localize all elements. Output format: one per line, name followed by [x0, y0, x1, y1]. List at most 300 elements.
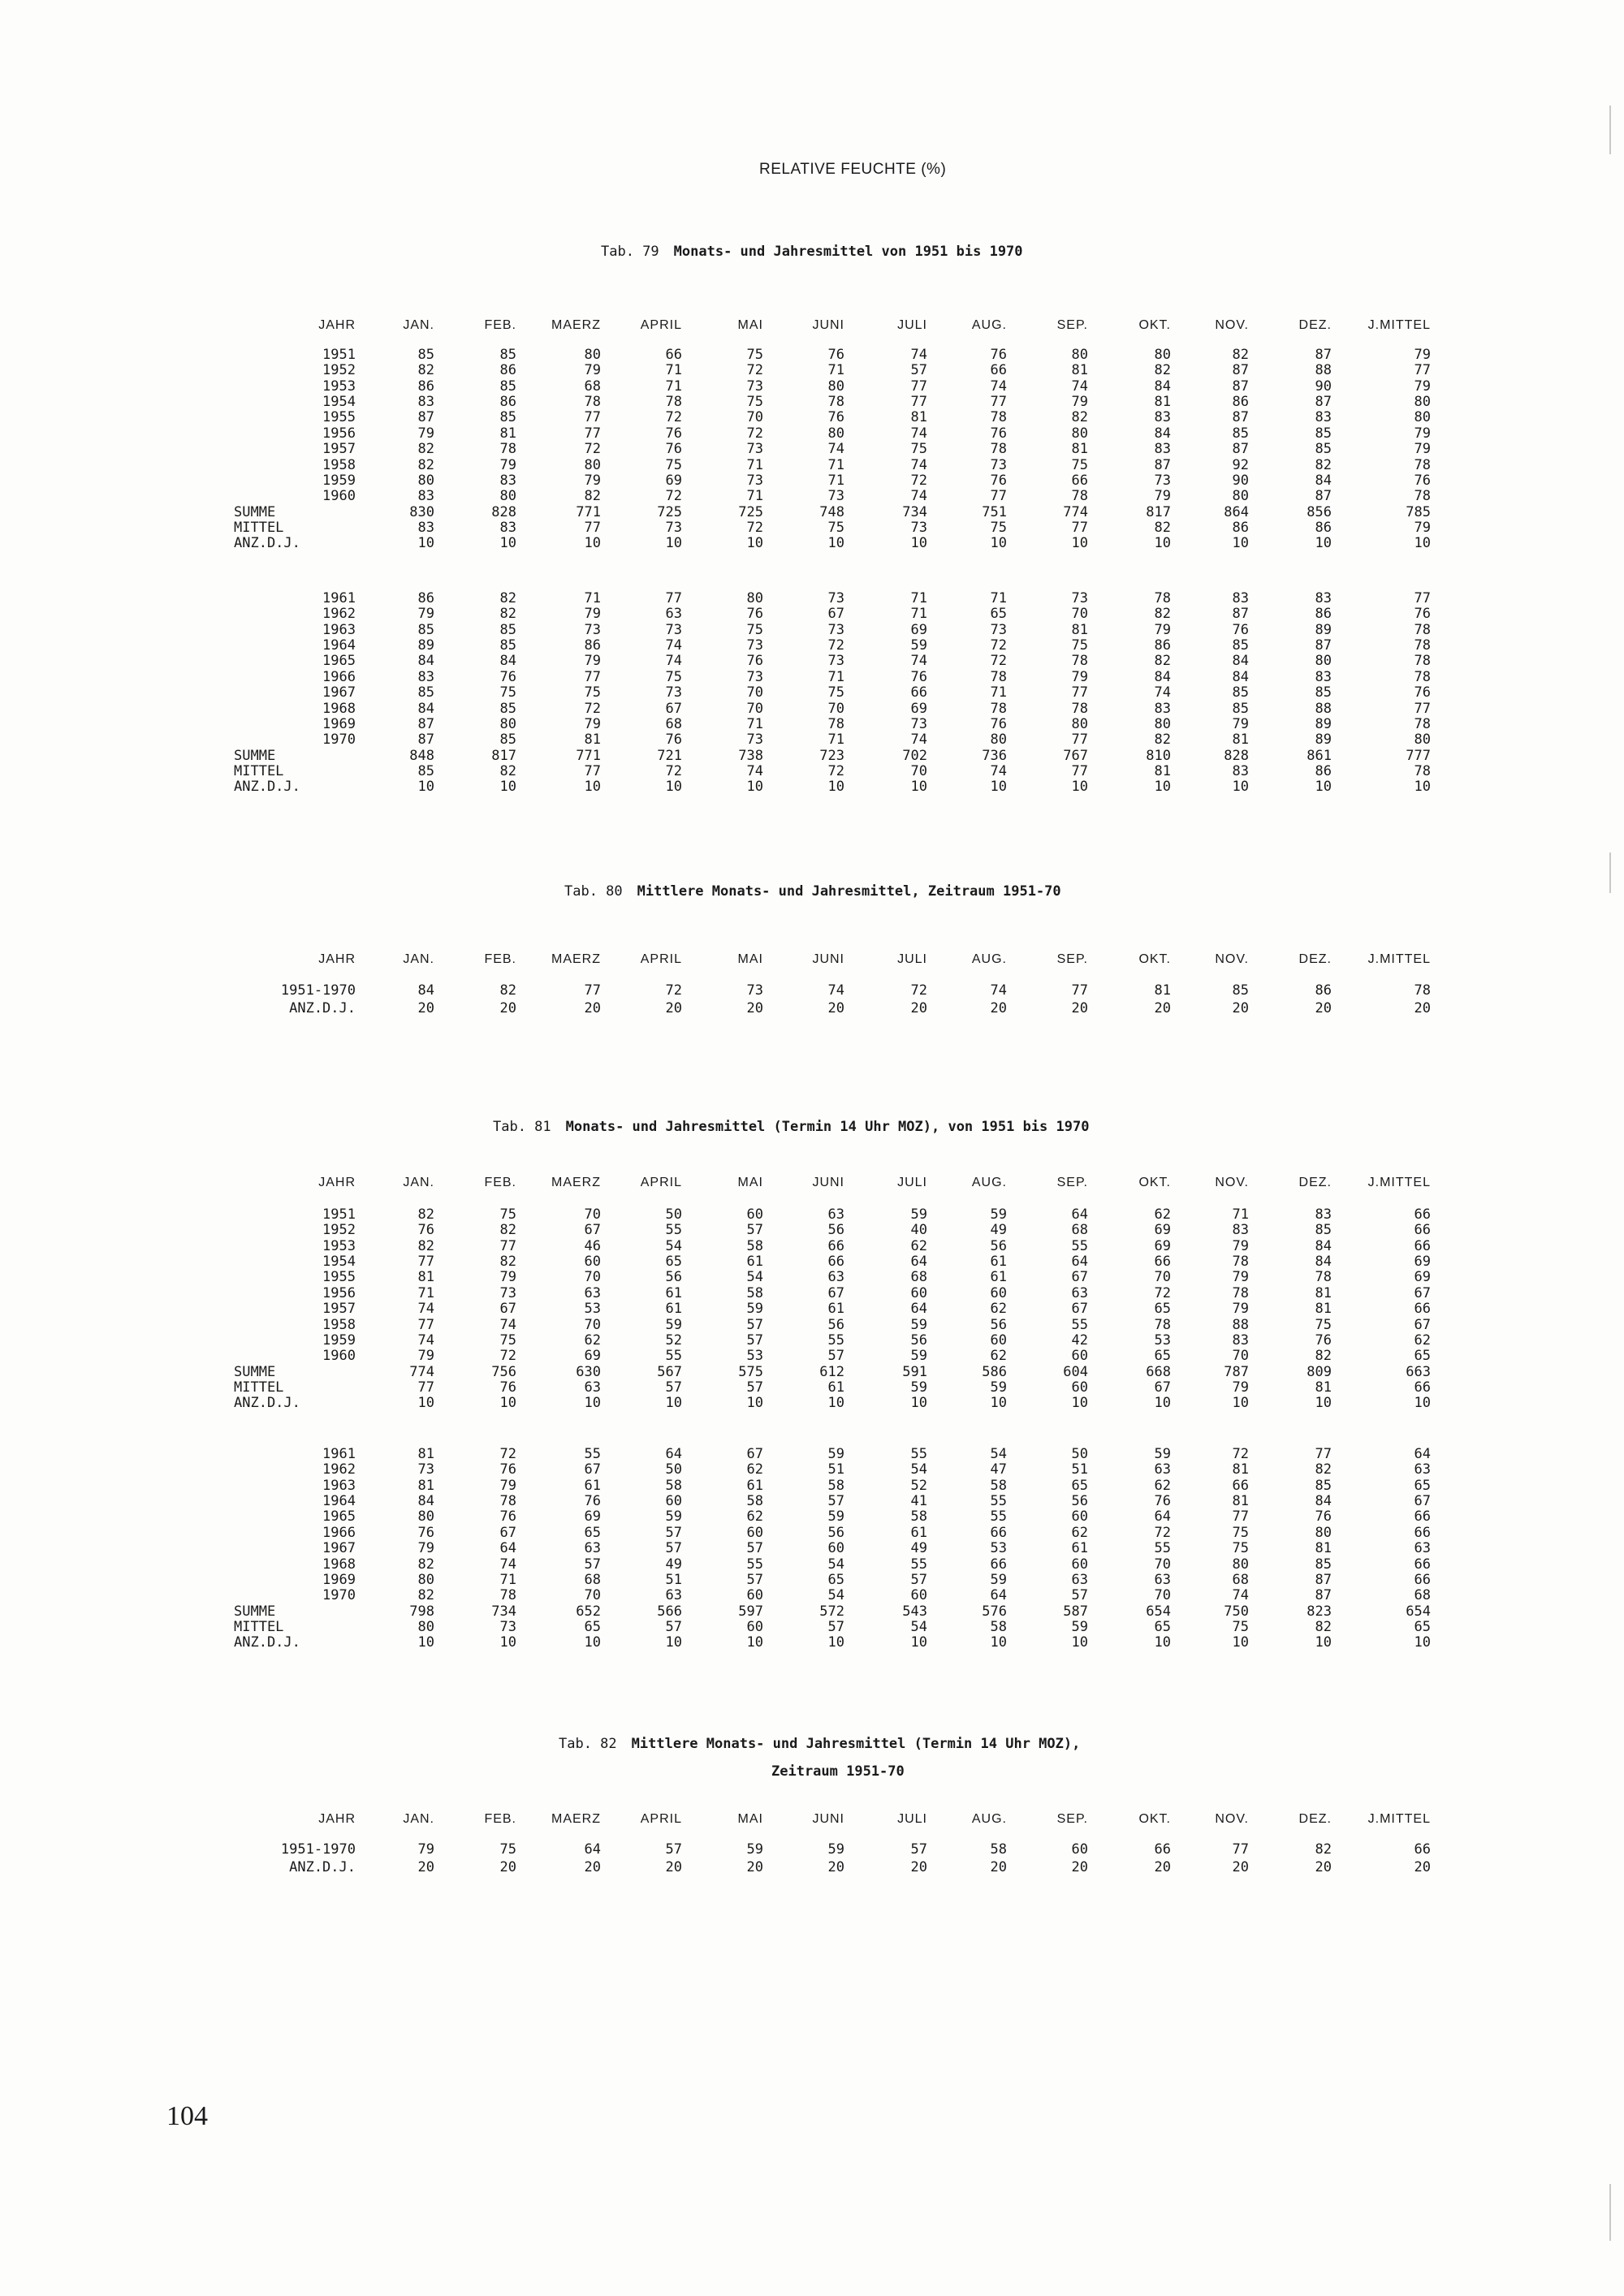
value-cell: 74 — [417, 1332, 434, 1349]
value-cell: 80 — [417, 1619, 434, 1635]
table-row — [0, 1238, 1624, 1254]
value-cell: 72 — [665, 409, 682, 425]
value-cell: 58 — [665, 1478, 682, 1494]
value-cell: 68 — [910, 1269, 927, 1285]
value-cell: 62 — [990, 1348, 1007, 1364]
year-cell: 1953 — [322, 1238, 356, 1254]
value-cell: 67 — [584, 1222, 601, 1238]
value-cell: 87 — [417, 409, 434, 425]
value-cell: 668 — [1146, 1364, 1171, 1380]
value-cell: 75 — [499, 1206, 516, 1223]
value-cell: 798 — [409, 1603, 434, 1620]
value-cell: 10 — [499, 779, 516, 795]
value-cell: 81 — [417, 1478, 434, 1494]
value-cell: 55 — [1154, 1540, 1171, 1556]
value-cell: 63 — [1414, 1540, 1431, 1556]
value-cell: 42 — [1071, 1332, 1088, 1349]
table-row — [0, 1446, 1624, 1462]
table-row — [0, 1348, 1624, 1364]
value-cell: 80 — [827, 425, 844, 442]
value-cell: 77 — [499, 1238, 516, 1254]
value-cell: 82 — [499, 1254, 516, 1270]
year-cell: 1961 — [322, 590, 356, 606]
value-cell: 76 — [1315, 1332, 1332, 1349]
value-cell: 10 — [1232, 779, 1249, 795]
value-cell: 84 — [1315, 1493, 1332, 1509]
value-cell: 81 — [1315, 1379, 1332, 1396]
value-cell: 79 — [1071, 669, 1088, 685]
value-cell: 20 — [1315, 1859, 1332, 1875]
value-cell: 738 — [738, 748, 763, 764]
value-cell: 80 — [746, 590, 763, 606]
value-cell: 10 — [746, 535, 763, 551]
value-cell: 586 — [982, 1364, 1007, 1380]
value-cell: 76 — [1232, 622, 1249, 638]
value-cell: 75 — [499, 1841, 516, 1858]
table-row — [0, 1540, 1624, 1556]
value-cell: 63 — [665, 606, 682, 622]
column-header: J.MITTEL — [1367, 1176, 1431, 1189]
table-row — [0, 473, 1624, 489]
value-cell: 71 — [746, 716, 763, 732]
table-row — [0, 425, 1624, 442]
value-cell: 78 — [1414, 488, 1431, 504]
value-cell: 78 — [1414, 982, 1431, 999]
value-cell: 81 — [1154, 394, 1171, 410]
value-cell: 85 — [1232, 684, 1249, 701]
value-cell: 67 — [746, 1446, 763, 1462]
value-cell: 41 — [910, 1493, 927, 1509]
value-cell: 654 — [1146, 1603, 1171, 1620]
value-cell: 67 — [1071, 1301, 1088, 1317]
summary-label: SUMME — [234, 1364, 276, 1380]
value-cell: 62 — [1154, 1206, 1171, 1223]
value-cell: 81 — [499, 425, 516, 442]
value-cell: 76 — [990, 347, 1007, 363]
year-cell: 1962 — [322, 606, 356, 622]
value-cell: 79 — [1414, 347, 1431, 363]
value-cell: 10 — [1154, 1395, 1171, 1411]
value-cell: 70 — [910, 763, 927, 779]
column-header: APRIL — [640, 1176, 682, 1189]
value-cell: 60 — [1071, 1379, 1088, 1396]
value-cell: 73 — [746, 378, 763, 395]
value-cell: 60 — [1071, 1556, 1088, 1573]
value-cell: 81 — [1232, 732, 1249, 748]
summary-row — [0, 763, 1624, 779]
year-cell: 1953 — [322, 378, 356, 395]
value-cell: 70 — [1154, 1587, 1171, 1603]
value-cell: 79 — [499, 1269, 516, 1285]
value-cell: 750 — [1224, 1603, 1249, 1620]
value-cell: 663 — [1406, 1364, 1431, 1380]
value-cell: 70 — [827, 701, 844, 717]
value-cell: 73 — [827, 653, 844, 669]
value-cell: 76 — [990, 716, 1007, 732]
value-cell: 20 — [1232, 1000, 1249, 1016]
year-cell: 1969 — [322, 716, 356, 732]
value-cell: 80 — [1414, 409, 1431, 425]
value-cell: 85 — [499, 701, 516, 717]
value-cell: 76 — [584, 1493, 601, 1509]
value-cell: 69 — [910, 701, 927, 717]
value-cell: 72 — [499, 1348, 516, 1364]
value-cell: 55 — [746, 1556, 763, 1573]
table-description: Monats- und Jahresmittel (Termin 14 Uhr MOZ), von 1951 bis 1970 — [565, 1119, 1090, 1135]
value-cell: 64 — [1071, 1254, 1088, 1270]
value-cell: 80 — [1414, 732, 1431, 748]
value-cell: 84 — [1154, 669, 1171, 685]
value-cell: 78 — [1414, 637, 1431, 654]
value-cell: 62 — [746, 1508, 763, 1525]
value-cell: 77 — [584, 982, 601, 999]
value-cell: 76 — [499, 1508, 516, 1525]
value-cell: 70 — [584, 1317, 601, 1333]
column-header: AUG. — [971, 318, 1007, 332]
year-cell: ANZ.D.J. — [289, 1000, 356, 1016]
value-cell: 79 — [499, 457, 516, 473]
table-row — [0, 1269, 1624, 1285]
year-cell: 1952 — [322, 1222, 356, 1238]
value-cell: 85 — [417, 763, 434, 779]
value-cell: 90 — [1232, 473, 1249, 489]
value-cell: 54 — [827, 1587, 844, 1603]
value-cell: 59 — [910, 637, 927, 654]
value-cell: 73 — [746, 441, 763, 457]
value-cell: 57 — [665, 1540, 682, 1556]
value-cell: 84 — [417, 653, 434, 669]
value-cell: 75 — [1232, 1525, 1249, 1541]
column-header: OKT. — [1138, 1812, 1171, 1826]
value-cell: 69 — [584, 1508, 601, 1525]
value-cell: 76 — [1414, 684, 1431, 701]
value-cell: 63 — [665, 1587, 682, 1603]
value-cell: 67 — [1414, 1317, 1431, 1333]
value-cell: 74 — [910, 457, 927, 473]
value-cell: 85 — [499, 409, 516, 425]
value-cell: 79 — [1414, 378, 1431, 395]
value-cell: 70 — [746, 701, 763, 717]
value-cell: 66 — [910, 684, 927, 701]
value-cell: 84 — [417, 1493, 434, 1509]
value-cell: 76 — [746, 606, 763, 622]
value-cell: 652 — [576, 1603, 601, 1620]
value-cell: 84 — [1315, 1238, 1332, 1254]
value-cell: 59 — [1154, 1446, 1171, 1462]
column-header: NOV. — [1215, 318, 1249, 332]
value-cell: 55 — [827, 1332, 844, 1349]
value-cell: 80 — [1315, 653, 1332, 669]
value-cell: 65 — [584, 1619, 601, 1635]
value-cell: 84 — [1232, 669, 1249, 685]
value-cell: 66 — [665, 347, 682, 363]
value-cell: 77 — [1232, 1841, 1249, 1858]
value-cell: 10 — [665, 1634, 682, 1651]
value-cell: 57 — [746, 1379, 763, 1396]
value-cell: 92 — [1232, 457, 1249, 473]
value-cell: 77 — [1071, 684, 1088, 701]
value-cell: 75 — [1232, 1619, 1249, 1635]
value-cell: 20 — [499, 1859, 516, 1875]
value-cell: 53 — [1154, 1332, 1171, 1349]
column-header: APRIL — [640, 318, 682, 332]
value-cell: 58 — [990, 1619, 1007, 1635]
value-cell: 79 — [499, 1478, 516, 1494]
value-cell: 75 — [990, 520, 1007, 536]
year-cell: 1969 — [322, 1572, 356, 1588]
value-cell: 80 — [417, 1572, 434, 1588]
value-cell: 72 — [665, 982, 682, 999]
value-cell: 59 — [910, 1379, 927, 1396]
value-cell: 71 — [584, 590, 601, 606]
value-cell: 87 — [1315, 637, 1332, 654]
value-cell: 74 — [665, 653, 682, 669]
value-cell: 82 — [417, 1587, 434, 1603]
summary-row — [0, 520, 1624, 536]
value-cell: 65 — [990, 606, 1007, 622]
column-header: JAHR — [318, 318, 356, 332]
value-cell: 79 — [1232, 1379, 1249, 1396]
value-cell: 83 — [1154, 441, 1171, 457]
value-cell: 82 — [1154, 606, 1171, 622]
value-cell: 71 — [827, 457, 844, 473]
value-cell: 53 — [584, 1301, 601, 1317]
value-cell: 73 — [827, 488, 844, 504]
value-cell: 75 — [1315, 1317, 1332, 1333]
value-cell: 78 — [1232, 1285, 1249, 1301]
value-cell: 68 — [1414, 1587, 1431, 1603]
value-cell: 77 — [1071, 763, 1088, 779]
value-cell: 81 — [1315, 1285, 1332, 1301]
table-caption — [564, 883, 1061, 900]
value-cell: 80 — [1232, 488, 1249, 504]
value-cell: 79 — [417, 606, 434, 622]
value-cell: 70 — [746, 684, 763, 701]
value-cell: 53 — [746, 1348, 763, 1364]
value-cell: 64 — [910, 1254, 927, 1270]
value-cell: 73 — [584, 622, 601, 638]
value-cell: 72 — [1232, 1446, 1249, 1462]
column-header: OKT. — [1138, 952, 1171, 966]
table-caption — [559, 1736, 1080, 1752]
value-cell: 734 — [491, 1603, 516, 1620]
year-cell: 1967 — [322, 1540, 356, 1556]
value-cell: 49 — [990, 1222, 1007, 1238]
year-cell: 1955 — [322, 409, 356, 425]
value-cell: 58 — [827, 1478, 844, 1494]
value-cell: 56 — [990, 1238, 1007, 1254]
value-cell: 70 — [1154, 1269, 1171, 1285]
value-cell: 78 — [1414, 763, 1431, 779]
value-cell: 787 — [1224, 1364, 1249, 1380]
value-cell: 85 — [1315, 425, 1332, 442]
table-number: Tab. 82 — [559, 1736, 617, 1752]
table-row — [0, 441, 1624, 457]
value-cell: 10 — [746, 1634, 763, 1651]
value-cell: 83 — [1315, 1206, 1332, 1223]
value-cell: 78 — [1232, 1254, 1249, 1270]
value-cell: 10 — [1071, 1634, 1088, 1651]
value-cell: 86 — [499, 394, 516, 410]
value-cell: 20 — [827, 1859, 844, 1875]
value-cell: 87 — [1154, 457, 1171, 473]
value-cell: 79 — [417, 1841, 434, 1858]
value-cell: 77 — [1071, 982, 1088, 999]
value-cell: 40 — [910, 1222, 927, 1238]
value-cell: 58 — [910, 1508, 927, 1525]
value-cell: 81 — [1315, 1301, 1332, 1317]
value-cell: 830 — [409, 504, 434, 520]
column-header: JAN. — [403, 952, 434, 966]
value-cell: 74 — [990, 982, 1007, 999]
table-header-row — [0, 1812, 1624, 1828]
value-cell: 74 — [990, 763, 1007, 779]
value-cell: 87 — [1232, 441, 1249, 457]
value-cell: 74 — [827, 441, 844, 457]
value-cell: 60 — [827, 1540, 844, 1556]
value-cell: 61 — [746, 1254, 763, 1270]
value-cell: 81 — [1232, 1461, 1249, 1478]
value-cell: 10 — [1414, 1395, 1431, 1411]
value-cell: 79 — [584, 606, 601, 622]
value-cell: 63 — [1071, 1285, 1088, 1301]
value-cell: 64 — [499, 1540, 516, 1556]
value-cell: 60 — [990, 1285, 1007, 1301]
value-cell: 62 — [990, 1301, 1007, 1317]
value-cell: 64 — [990, 1587, 1007, 1603]
value-cell: 86 — [1154, 637, 1171, 654]
value-cell: 76 — [665, 441, 682, 457]
value-cell: 87 — [1232, 606, 1249, 622]
value-cell: 77 — [1414, 590, 1431, 606]
value-cell: 55 — [584, 1446, 601, 1462]
value-cell: 71 — [827, 732, 844, 748]
value-cell: 50 — [1071, 1446, 1088, 1462]
value-cell: 55 — [665, 1348, 682, 1364]
value-cell: 89 — [417, 637, 434, 654]
value-cell: 63 — [1154, 1572, 1171, 1588]
value-cell: 79 — [417, 1348, 434, 1364]
value-cell: 83 — [417, 520, 434, 536]
year-cell: 1963 — [322, 622, 356, 638]
value-cell: 54 — [910, 1619, 927, 1635]
value-cell: 86 — [1232, 394, 1249, 410]
table-row — [0, 1254, 1624, 1270]
value-cell: 70 — [584, 1206, 601, 1223]
value-cell: 10 — [1154, 535, 1171, 551]
value-cell: 79 — [584, 716, 601, 732]
value-cell: 57 — [746, 1222, 763, 1238]
value-cell: 86 — [417, 378, 434, 395]
value-cell: 72 — [665, 763, 682, 779]
year-cell: 1958 — [322, 457, 356, 473]
value-cell: 73 — [665, 622, 682, 638]
value-cell: 68 — [584, 378, 601, 395]
table-caption-line2: Zeitraum 1951-70 — [771, 1763, 905, 1780]
value-cell: 64 — [910, 1301, 927, 1317]
value-cell: 76 — [827, 409, 844, 425]
column-header: MAERZ — [551, 318, 601, 332]
value-cell: 64 — [1414, 1446, 1431, 1462]
value-cell: 10 — [584, 1395, 601, 1411]
value-cell: 61 — [665, 1285, 682, 1301]
value-cell: 51 — [1071, 1461, 1088, 1478]
value-cell: 65 — [1071, 1478, 1088, 1494]
value-cell: 80 — [417, 1508, 434, 1525]
value-cell: 78 — [1414, 716, 1431, 732]
value-cell: 61 — [990, 1254, 1007, 1270]
column-header: MAI — [737, 952, 763, 966]
value-cell: 73 — [990, 457, 1007, 473]
value-cell: 66 — [990, 1525, 1007, 1541]
column-header: FEB. — [484, 1812, 516, 1826]
value-cell: 66 — [1154, 1841, 1171, 1858]
value-cell: 79 — [1154, 622, 1171, 638]
table-row — [0, 1317, 1624, 1333]
value-cell: 78 — [990, 441, 1007, 457]
value-cell: 83 — [1154, 409, 1171, 425]
value-cell: 84 — [417, 982, 434, 999]
value-cell: 79 — [584, 473, 601, 489]
value-cell: 78 — [1154, 590, 1171, 606]
value-cell: 10 — [990, 535, 1007, 551]
table-row — [0, 1285, 1624, 1301]
value-cell: 74 — [499, 1556, 516, 1573]
table-row — [0, 1000, 1624, 1016]
value-cell: 78 — [1414, 622, 1431, 638]
table-row — [0, 1556, 1624, 1573]
value-cell: 10 — [827, 1634, 844, 1651]
column-header: SEP. — [1056, 1812, 1088, 1826]
value-cell: 82 — [1154, 362, 1171, 378]
value-cell: 75 — [827, 520, 844, 536]
table-row — [0, 1461, 1624, 1478]
value-cell: 82 — [499, 606, 516, 622]
value-cell: 20 — [746, 1000, 763, 1016]
value-cell: 79 — [1414, 520, 1431, 536]
table-row — [0, 488, 1624, 504]
value-cell: 848 — [409, 748, 434, 764]
value-cell: 78 — [584, 394, 601, 410]
value-cell: 10 — [827, 1395, 844, 1411]
value-cell: 591 — [902, 1364, 927, 1380]
value-cell: 56 — [827, 1525, 844, 1541]
value-cell: 828 — [1224, 748, 1249, 764]
value-cell: 597 — [738, 1603, 763, 1620]
page-title: RELATIVE FEUCHTE (%) — [759, 161, 947, 178]
value-cell: 69 — [910, 622, 927, 638]
value-cell: 76 — [499, 1461, 516, 1478]
value-cell: 54 — [746, 1269, 763, 1285]
value-cell: 10 — [1315, 779, 1332, 795]
table-row — [0, 606, 1624, 622]
value-cell: 76 — [665, 425, 682, 442]
value-cell: 54 — [827, 1556, 844, 1573]
value-cell: 60 — [1071, 1348, 1088, 1364]
value-cell: 59 — [910, 1317, 927, 1333]
value-cell: 81 — [1154, 982, 1171, 999]
value-cell: 75 — [910, 441, 927, 457]
value-cell: 75 — [499, 1332, 516, 1349]
value-cell: 83 — [417, 669, 434, 685]
value-cell: 70 — [746, 409, 763, 425]
year-cell: 1957 — [322, 441, 356, 457]
value-cell: 62 — [1414, 1332, 1431, 1349]
value-cell: 71 — [910, 606, 927, 622]
value-cell: 75 — [665, 457, 682, 473]
value-cell: 20 — [746, 1859, 763, 1875]
value-cell: 774 — [1063, 504, 1088, 520]
